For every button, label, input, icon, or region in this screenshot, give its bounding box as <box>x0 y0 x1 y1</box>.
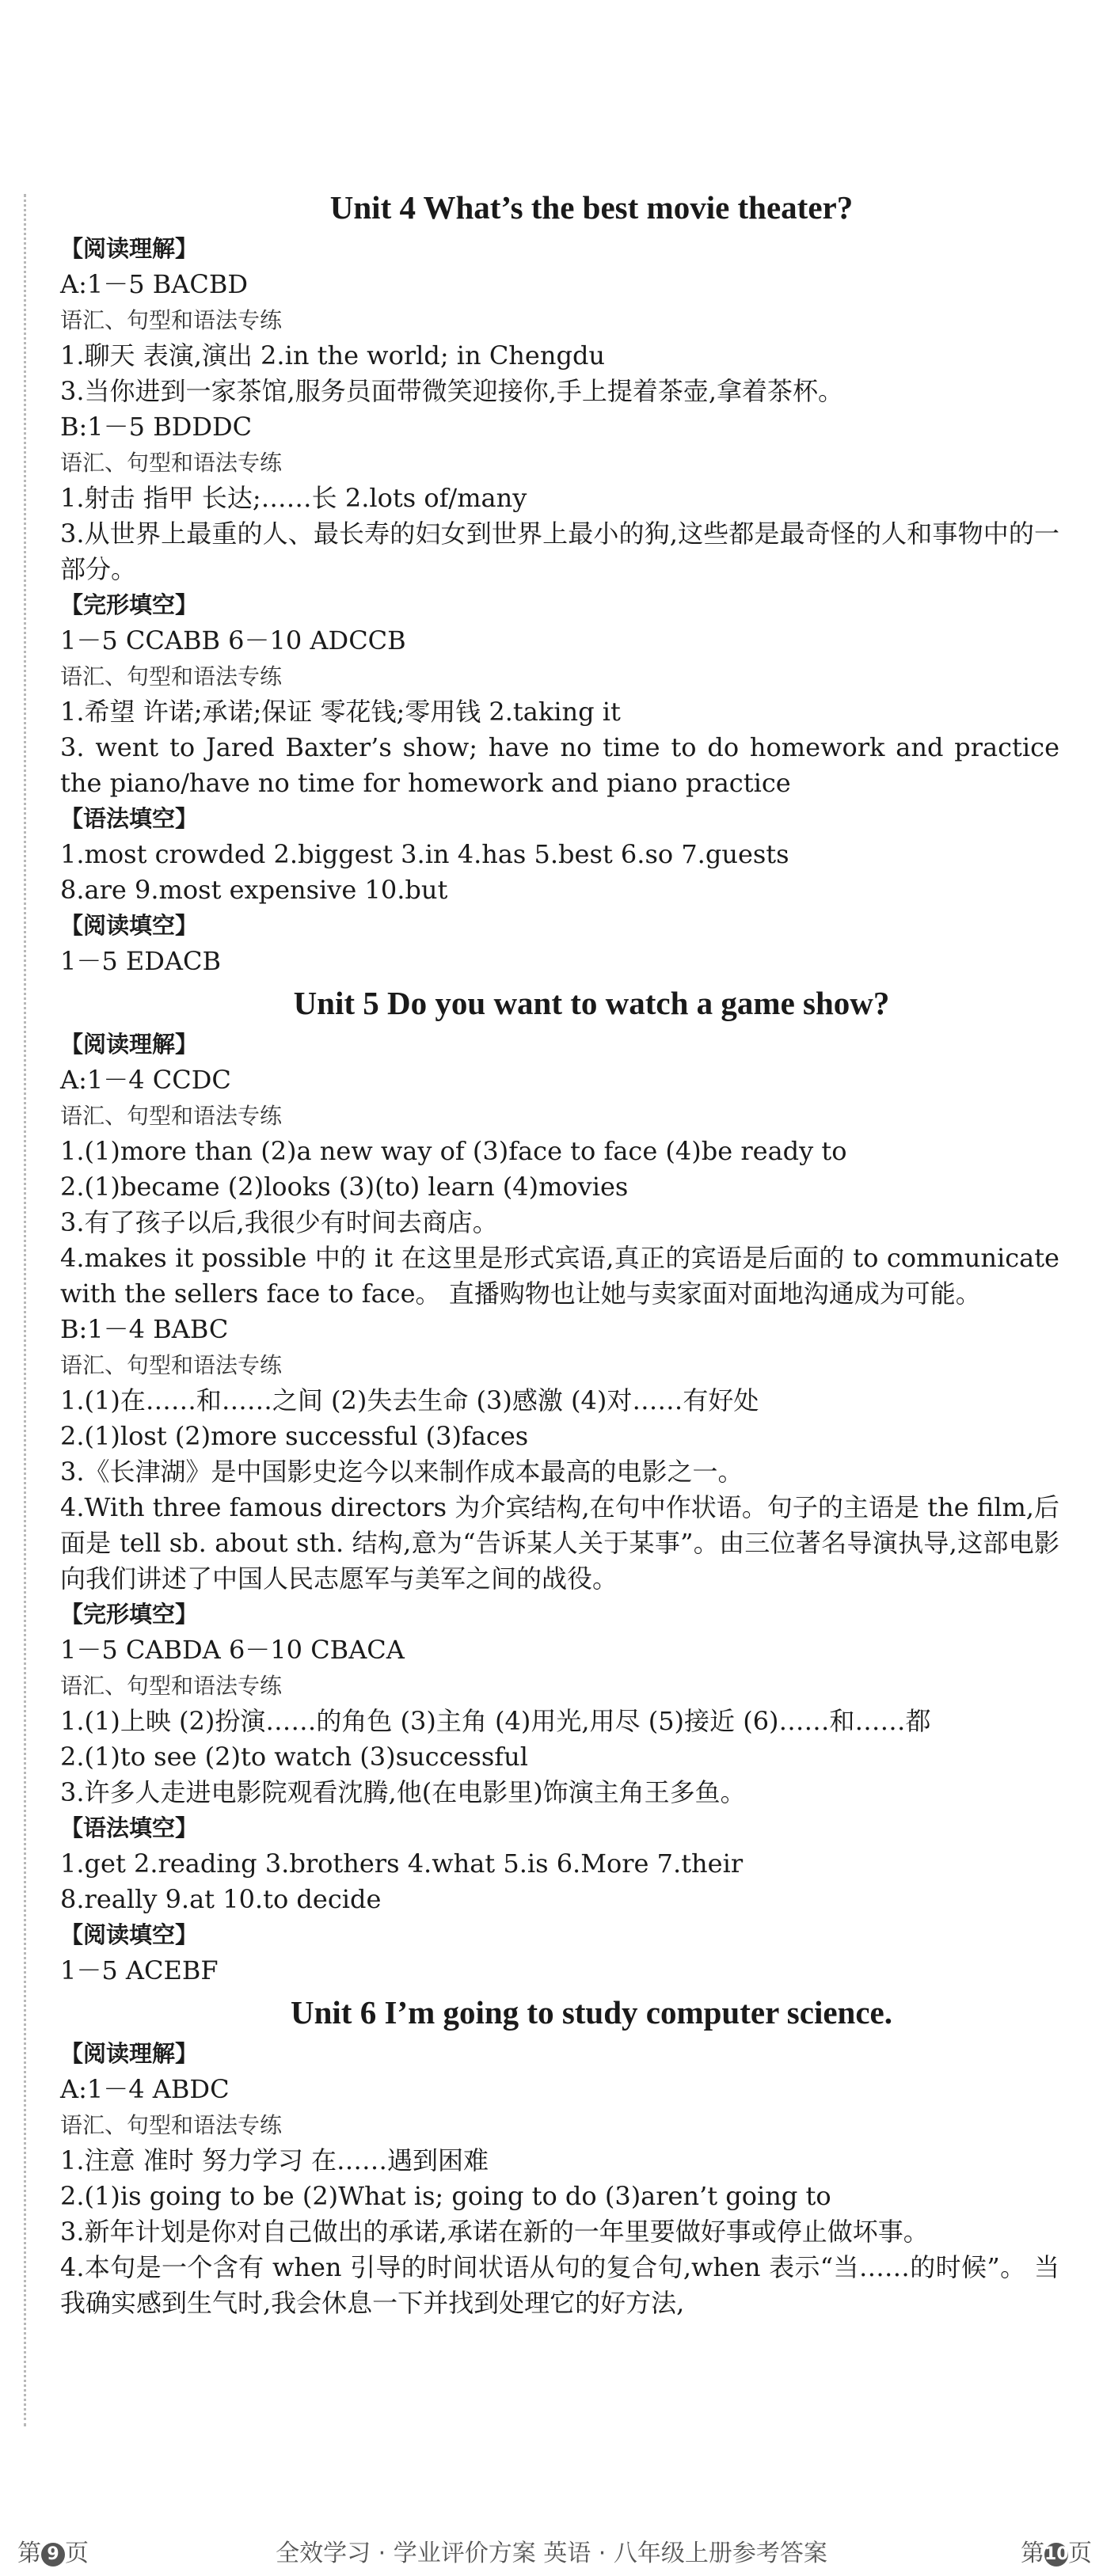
answer-line: 2.(1)is going to be (2)What is; going to do (3)aren’t going to <box>60 2181 831 2211</box>
subsection-label: 语汇、句型和语法专练 <box>60 307 283 333</box>
section-heading: 【完形填空】 <box>60 591 199 618</box>
answer-key-content <box>60 184 1059 2321</box>
answer-line: 3.许多人走进电影院观看沈腾,他(在电影里)饰演主角王多鱼。 <box>60 1777 746 1807</box>
answer-line: 1.get 2.reading 3.brothers 4.what 5.is 6.More 7.their <box>60 1848 744 1879</box>
section-heading: 【阅读填空】 <box>60 1921 199 1948</box>
answer-line: 1－5 ACEBF <box>60 1955 219 1985</box>
section-heading: 【阅读填空】 <box>60 912 199 939</box>
answer-paragraph: 4.With three famous directors 为介宾结构,在句中作状语。句子的主语是 the film,后面是 tell sb. about sth. 结构,意为“告诉某人关于某事”。由三位著名导演执导,这部电影向我们讲述了中国人民志愿军与美军之间的战役。 <box>60 1492 1059 1594</box>
answer-line: B:1－4 BABC <box>60 1314 229 1344</box>
footer-book-title: 全效学习 · 学业评价方案 英语 · 八年级上册参考答案 <box>276 2540 827 2567</box>
answer-line: 2.(1)lost (2)more successful (3)faces <box>60 1421 529 1451</box>
subsection-label: 语汇、句型和语法专练 <box>60 1352 283 1378</box>
subsection-label: 语汇、句型和语法专练 <box>60 663 283 690</box>
answer-line: 1.聊天 表演,演出 2.in the world; in Chengdu <box>60 340 606 370</box>
answer-line: 1.射击 指甲 长达;……长 2.lots of/many <box>60 483 527 513</box>
subsection-label: 语汇、句型和语法专练 <box>60 2112 283 2138</box>
answer-line: 3.当你进到一家茶馆,服务员面带微笑迎接你,手上提着茶壶,拿着茶杯。 <box>60 376 844 406</box>
page-number-badge: 9 <box>41 2543 65 2567</box>
section-heading: 【语法填空】 <box>60 1814 199 1841</box>
answer-line: A:1－5 BACBD <box>60 269 249 299</box>
subsection-label: 语汇、句型和语法专练 <box>60 450 283 476</box>
answer-line: 8.are 9.most expensive 10.but <box>60 875 448 905</box>
answer-line: B:1－5 BDDDC <box>60 412 253 442</box>
answer-line: 1－5 CCABB 6－10 ADCCB <box>60 625 406 655</box>
section-heading: 【阅读理解】 <box>60 2040 199 2067</box>
section-heading: 【语法填空】 <box>60 805 199 832</box>
answer-line: 2.(1)to see (2)to watch (3)successful <box>60 1742 528 1772</box>
section-heading: 【完形填空】 <box>60 1601 199 1628</box>
answer-line: 1－5 EDACB <box>60 946 222 976</box>
answer-line: 1－5 CABDA 6－10 CBACA <box>60 1635 405 1665</box>
answer-paragraph: 3. went to Jared Baxter’s show; have no time to do homework and practice the piano/have no time for homework and piano practice <box>60 732 1059 798</box>
footer-left-page: 第 9 页 <box>17 2540 89 2567</box>
unit-title: Unit 4 What’s the best movie theater? <box>329 189 854 226</box>
subsection-label: 语汇、句型和语法专练 <box>60 1673 283 1699</box>
answer-paragraph: 4.makes it possible 中的 it 在这里是形式宾语,真正的宾语是后面的 to communicate with the sellers face to face。 直播购物也让她与卖家面对面地沟通成为可能。 <box>60 1243 1059 1309</box>
section-heading: 【阅读理解】 <box>60 235 199 262</box>
answer-line: 3.新年计划是你对自己做出的承诺,承诺在新的一年里要做好事或停止做坏事。 <box>60 2217 929 2247</box>
answer-line: 1.注意 准时 努力学习 在……遇到困难 <box>60 2145 489 2175</box>
section-heading: 【阅读理解】 <box>60 1031 199 1058</box>
page-footer <box>0 2533 1103 2576</box>
unit-section <box>60 184 1059 979</box>
answer-paragraph: 1.(1)上映 (2)扮演……的角色 (3)主角 (4)用光,用尽 (5)接近 (6)……和……都 <box>60 1706 931 1736</box>
unit-title: Unit 6 I’m going to study computer science. <box>291 1994 892 2031</box>
answer-line: A:1－4 ABDC <box>60 2074 230 2104</box>
unit-section <box>60 1989 1059 2321</box>
unit-title: Unit 5 Do you want to watch a game show? <box>293 985 890 1021</box>
footer-right-page: 第10页 <box>1021 2540 1092 2567</box>
answer-line: 1.希望 许诺;承诺;保证 零花钱;零用钱 2.taking it <box>60 697 621 727</box>
answer-paragraph: 4.本句是一个含有 when 引导的时间状语从句的复合句,when 表示“当……的时候”。 当我确实感到生气时,我会休息一下并找到处理它的好方法, <box>60 2252 1059 2318</box>
answer-line: A:1－4 CCDC <box>60 1065 231 1095</box>
page-number-badge: 10 <box>1044 2543 1068 2567</box>
answer-line: 3.《长津湖》是中国影史迄今以来制作成本最高的电影之一。 <box>60 1457 744 1487</box>
margin-dotted-rule <box>24 194 26 2426</box>
answer-line: 1.(1)在……和……之间 (2)失去生命 (3)感激 (4)对……有好处 <box>60 1385 759 1415</box>
answer-line: 2.(1)became (2)looks (3)(to) learn (4)movies <box>60 1172 629 1202</box>
unit-section <box>60 979 1059 1989</box>
answer-line: 3.有了孩子以后,我很少有时间去商店。 <box>60 1207 498 1237</box>
answer-paragraph: 3.从世界上最重的人、最长寿的妇女到世界上最小的狗,这些都是最奇怪的人和事物中的一部分。 <box>60 519 1059 584</box>
answer-line: 1.(1)more than (2)a new way of (3)face to face (4)be ready to <box>60 1136 847 1166</box>
subsection-label: 语汇、句型和语法专练 <box>60 1103 283 1129</box>
answer-line: 8.really 9.at 10.to decide <box>60 1884 382 1914</box>
answer-line: 1.most crowded 2.biggest 3.in 4.has 5.best 6.so 7.guests <box>60 839 789 869</box>
